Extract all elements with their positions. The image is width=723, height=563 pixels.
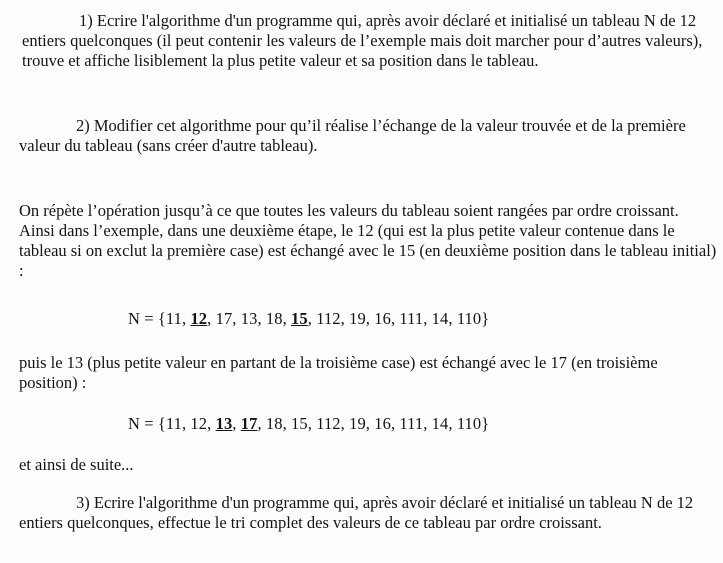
question-3-paragraph (19, 493, 717, 533)
array-1-swapped-value-b: 15 (291, 309, 308, 328)
array-2-swapped-value-b: 17 (240, 414, 258, 433)
explanation-paragraph: On répète l’opération jusqu’à ce que toutes les valeurs du tableau soient rangées par ordre croissant. Ainsi dans l’exemple, dans une deuxième étape, le 12 (qui est la plus petite valeur contenue dans le tableau si on exclut la première case) est échangé avec le 15 (en deuxième position dans le tableau initial) : (19, 201, 717, 280)
array-1-suffix: , 112, 19, 16, 111, 14, 110} (307, 309, 490, 328)
question-3-text: 3) Ecrire l'algorithme d'un programme qui, après avoir déclaré et initialisé un tableau N de 12 entiers quelconques, effectue le tri complet des valeurs de ce tableau par ordre croissant. (19, 493, 694, 532)
and-so-on-line: et ainsi de suite... (19, 455, 134, 474)
array-2-prefix: N = {11, 12, (128, 414, 216, 433)
array-2-middle: , (232, 414, 241, 433)
array-example-2 (128, 414, 489, 434)
array-example-1 (128, 309, 489, 329)
array-2-swapped-value-a: 13 (215, 414, 233, 433)
array-1-swapped-value-a: 12 (190, 309, 208, 328)
array-1-middle: , 17, 13, 18, (207, 309, 292, 328)
array-1-prefix: N = {11, (128, 309, 191, 328)
question-2-text: 2) Modifier cet algorithme pour qu’il réalise l’échange de la valeur trouvée et de la première valeur du tableau (sans créer d'autre tableau). (19, 116, 686, 155)
then-paragraph: puis le 13 (plus petite valeur en partant de la troisième case) est échangé avec le 17 (en troisième position) : (19, 353, 658, 392)
array-2-suffix: , 18, 15, 112, 19, 16, 111, 14, 110} (257, 414, 490, 433)
question-1-paragraph (22, 11, 718, 71)
question-1-text: 1) Ecrire l'algorithme d'un programme qui, après avoir déclaré et initialisé un tableau N de 12 entiers quelconques (il peut contenir les valeurs de l’exemple mais doit marcher pour d’autres valeurs), trouve et affiche lisiblement la plus petite valeur et sa position dans le tableau. (22, 11, 703, 70)
question-2-paragraph (19, 116, 709, 156)
